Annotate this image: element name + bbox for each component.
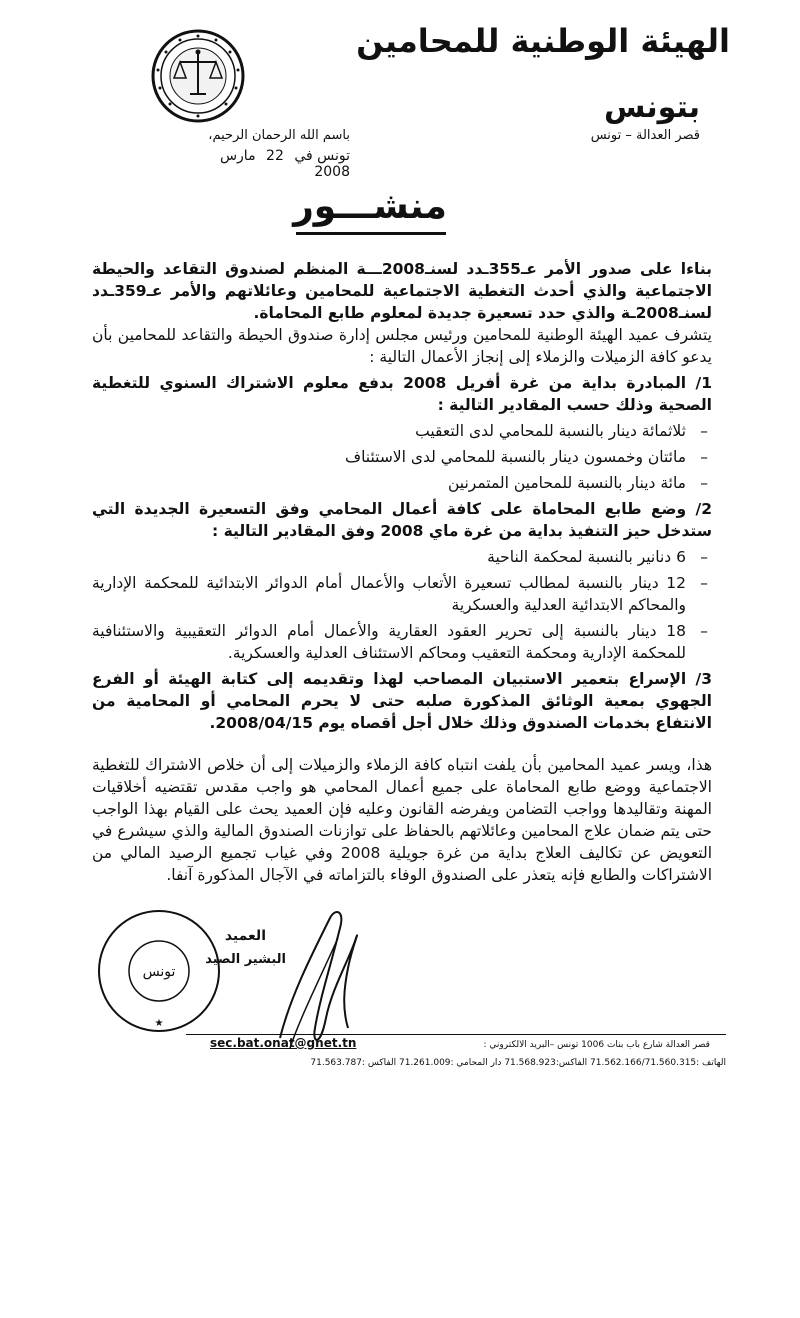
document-title: منشـــور — [293, 186, 447, 227]
dean-name: البشير الصيد — [205, 952, 286, 967]
date-place: تونس في — [294, 148, 350, 164]
list-item: – ثلاثمائة دينار بالنسبة للمحامي لدى التعقيب — [92, 420, 686, 442]
item-2-heading: 2/ وضع طابع المحاماة على كافة أعمال المحامي وفق التسعيرة الجديدة التي ستدخل حيز التنفيذ بداية من غرة ماي 2008 وفق المقادير التالية : — [92, 500, 712, 540]
date-day: 22 — [266, 148, 284, 164]
document-body — [92, 258, 712, 886]
official-stamp-icon — [94, 906, 224, 1036]
intro-paragraph: بناءا على صدور الأمر عـ355ـدد لسنـ2008ـــة المنظم لصندوق التقاعد والحيطة الاجتماعية والذي أحدث التغطية الاجتماعية للمحامين وعائلاتهم والأمر عـ359ـدد لسنـ2008ـة والذي حدد تسعيرة جديدة لمعلوم طابع المحاماة. — [92, 260, 713, 322]
item-3-paragraph: 3/ الإسراع بتعمير الاستبيان المصاحب لهذا وتقديمه إلى كتابة الهيئة أو الفرع الجهوي بمعية الوثائق المذكورة صلبه حتى لا يحرم المحامي أو المحامية من الانتفاع بخدمات الصندوق وذلك خلال أجل أقصاه يوم 2008/04/15. — [92, 670, 712, 732]
item-1-list — [92, 420, 712, 494]
organization-address: قصر العدالة – تونس — [590, 128, 700, 143]
basmala: باسم الله الرحمان الرحيم، — [208, 128, 350, 143]
title-underline — [296, 232, 446, 235]
list-item: – 18 دينار بالنسبة إلى تحرير العقود العقارية والأعمال أمام الدوائر التعقيبية والاستئنافية للمحكمة الإدارية ومحكمة التعقيب ومحاكم الاستئناف العدلية والعسكرية. — [92, 620, 686, 664]
footer-rule — [186, 1034, 726, 1035]
footer-email-link[interactable]: sec.bat.onat@gnet.tn — [210, 1036, 357, 1050]
closing-paragraph: هذا، ويسر عميد المحامين بأن يلفت انتباه كافة الزملاء والزميلات إلى أن خلاص الاشتراك للتغطية الاجتماعية ووضع طابع المحاماة على جميع أعمال المحامي هو واجب مقدس تقتضيه أخلاقيات المهنة وتقاليدها وواجب التضامن ويفرضه القانون وعليه فإن العميد يحث على القيام بهذا الواجب حتى يتم ضمان علاج المحامين وعائلاتهم بالحفاظ على توازنات الصندوق المالية والذي سيشرع في التعويض عن تكاليف العلاج بداية من غرة جويلية 2008 وفي غياب تجميع الرصيد المالي من الاشتراكات والطابع فإنه يتعذر على الصندوق الوفاء بالتزاماته في الآجال المذكورة آنفا. — [92, 756, 712, 884]
list-item: – مائتان وخمسون دينار بالنسبة للمحامي لدى الاستئناف — [92, 446, 686, 468]
item-1-heading: 1/ المبادرة بداية من غرة أفريل 2008 بدفع معلوم الاشتراك السنوي للتغطية الصحية وذلك حسب المقادير التالية : — [92, 374, 712, 414]
organization-city: بتونس — [604, 90, 700, 125]
date-month: مارس — [219, 148, 256, 164]
announcement-paragraph: يتشرف عميد الهيئة الوطنية للمحامين ورئيس مجلس إدارة صندوق الحيطة والتقاعد للمحامين بأن يدعو كافة الزميلات والزملاء إلى إنجاز الأعمال التالية : — [92, 326, 712, 366]
dean-title: العميد — [224, 928, 266, 944]
paragraph-gap — [92, 734, 712, 754]
bar-association-seal-icon — [150, 28, 246, 124]
item-2-list — [92, 546, 712, 664]
date-line — [170, 148, 350, 180]
list-item: – 6 دنانير بالنسبة لمحكمة الناحية — [92, 546, 686, 568]
organization-name: الهيئة الوطنية للمحامين — [356, 22, 730, 60]
svg-text:★: ★ — [154, 1018, 164, 1029]
footer-address: قصر العدالة شارع باب بنات 1006 تونس –البريد الالكتروني : — [483, 1040, 710, 1050]
date-year: 2008 — [314, 164, 350, 180]
svg-text:تونس: تونس — [142, 964, 176, 980]
list-item: – 12 دينار بالنسبة لمطالب تسعيرة الأتعاب والأعمال أمام الدوائر الابتدائية للمحكمة الإدارية والمحاكم الابتدائية العدلية والعسكرية — [92, 572, 686, 616]
footer-phones: الهاتف :71.562.166/71.560.315 الفاكس:71.568.923 دار المحامي :71.261.009 الفاكس :71.563.787 — [310, 1058, 726, 1068]
list-item: – مائة دينار بالنسبة للمحامين المتمرنين — [92, 472, 686, 494]
